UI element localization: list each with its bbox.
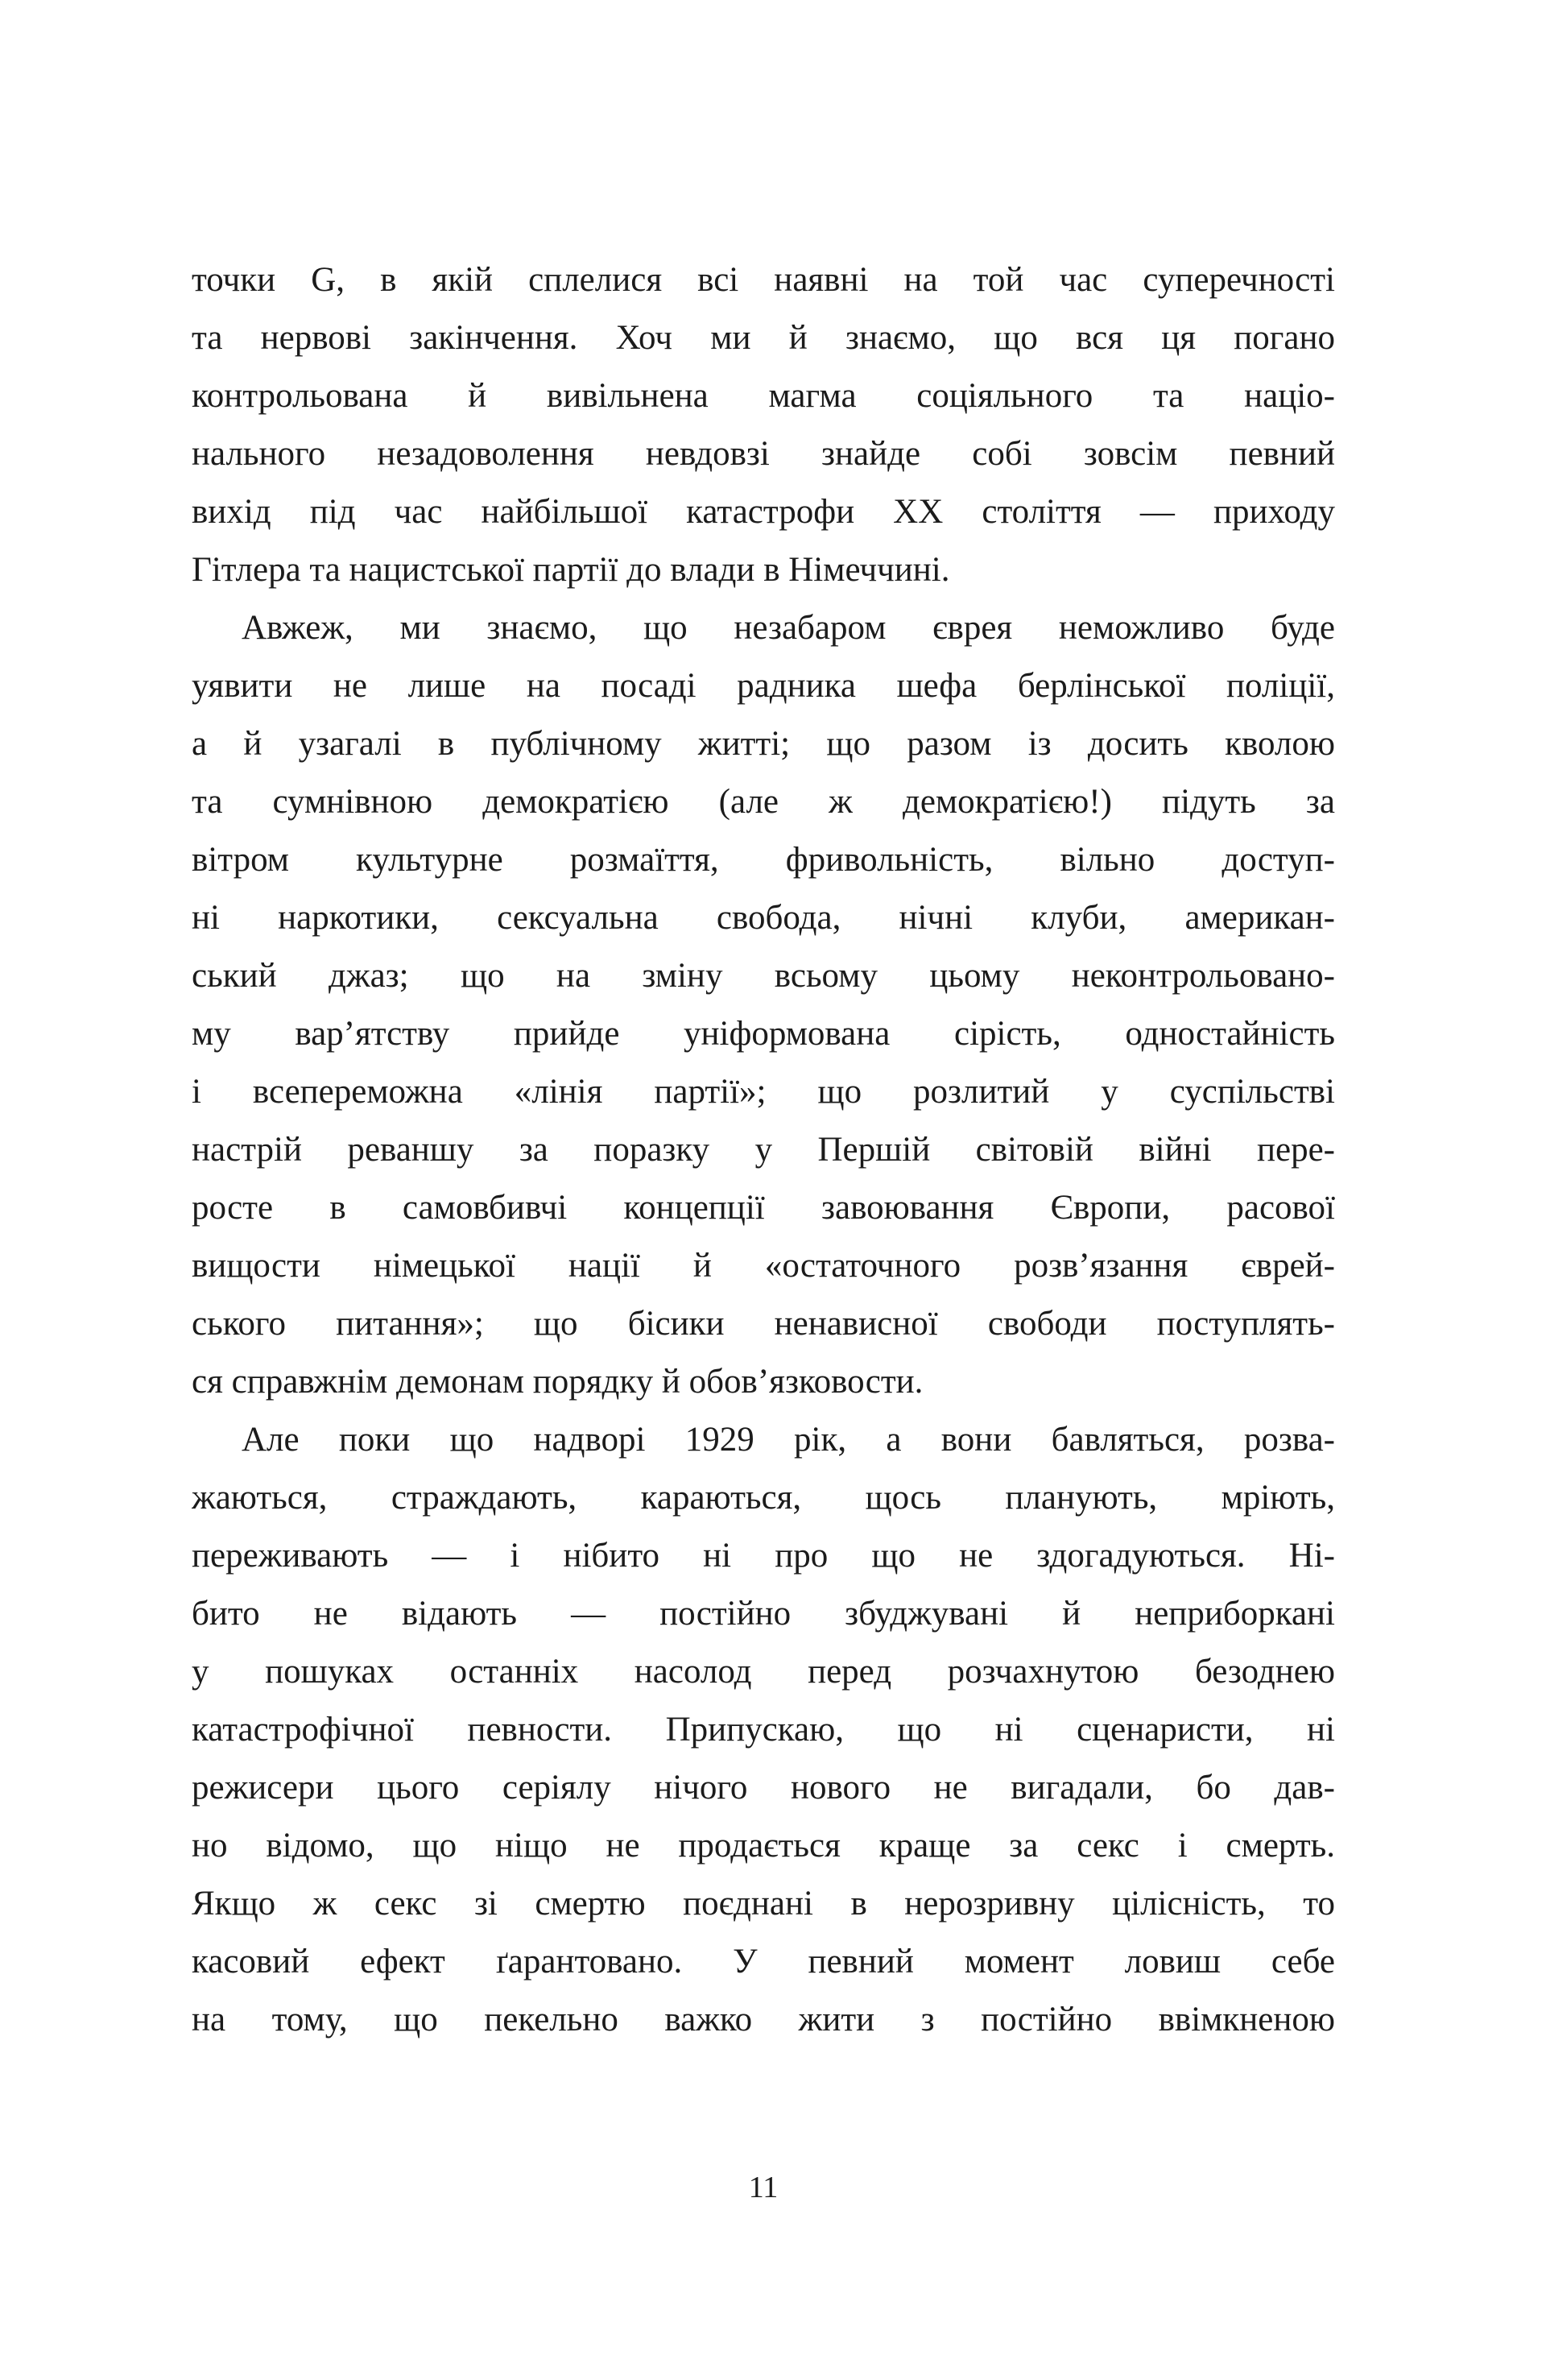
text-line: уявити не лише на посаді радника шефа берлінської поліції, — [192, 667, 1335, 705]
text-line: жаються, страждають, караються, щось планують, мріють, — [192, 1479, 1335, 1517]
text-line: вітром культурне розмаїття, фривольність, вільно доступ- — [192, 841, 1335, 879]
page-number: 11 — [748, 2171, 779, 2204]
text-line: режисери цього серіялу нічого нового не вигадали, бо дав- — [192, 1769, 1335, 1807]
text-line: настрій реваншу за поразку у Першій світовій війні пере- — [192, 1131, 1335, 1169]
text-line: на тому, що пекельно важко жити з постійно ввімкненою — [192, 2001, 1335, 2039]
text-line: вихід під час найбільшої катастрофи XX століття — приходу — [192, 493, 1335, 531]
text-line: вищости німецької нації й «остаточного розв’язання єврей- — [192, 1247, 1335, 1285]
text-line: ся справжнім демонам порядку й обов’язковости. — [192, 1363, 924, 1401]
text-line: та нервові закінчення. Хоч ми й знаємо, що вся ця погано — [192, 319, 1335, 357]
text-line: нального незадоволення невдовзі знайде собі зовсім певний — [192, 435, 1335, 473]
text-block — [192, 251, 1335, 2049]
text-line: му вар’ятству прийде уніформована сірість, одностайність — [192, 1015, 1335, 1053]
text-line: і всепереможна «лінія партії»; що розлитий у суспільстві — [192, 1073, 1335, 1111]
text-line: но відомо, що ніщо не продається краще за секс і смерть. — [192, 1827, 1335, 1865]
text-line: ського питання»; що бісики ненависної свободи поступлять- — [192, 1305, 1335, 1343]
text-line: у пошуках останніх насолод перед розчахнутою безоднею — [192, 1653, 1335, 1691]
text-line: а й узагалі в публічному житті; що разом із досить кволою — [192, 725, 1335, 763]
text-line: ні наркотики, сексуальна свобода, нічні клуби, американ- — [192, 899, 1335, 937]
text-line: касовий ефект ґарантовано. У певний момент ловиш себе — [192, 1943, 1335, 1981]
text-line: бито не відають — постійно збуджувані й неприборкані — [192, 1595, 1335, 1633]
text-line: Авжеж, ми знаємо, що незабаром єврея неможливо буде — [242, 609, 1335, 647]
text-line: катастрофічної певности. Припускаю, що ні сценаристи, ні — [192, 1711, 1335, 1749]
text-line: Але поки що надворі 1929 рік, а вони бавляться, розва- — [242, 1421, 1335, 1459]
paragraph — [192, 1411, 1335, 2049]
paragraph — [192, 599, 1335, 1411]
text-line: росте в самовбивчі концепції завоювання Європи, расової — [192, 1189, 1335, 1227]
paragraph — [192, 251, 1335, 599]
text-line: Якщо ж секс зі смертю поєднані в нерозривну цілісність, то — [192, 1885, 1335, 1923]
text-line: переживають — і нібито ні про що не здогадуються. Ні- — [192, 1537, 1335, 1575]
text-line: точки G, в якій сплелися всі наявні на той час суперечності — [192, 261, 1335, 299]
text-line: Гітлера та нацистської партії до влади в Німеччині. — [192, 551, 950, 589]
text-line: ський джаз; що на зміну всьому цьому неконтрольовано- — [192, 957, 1335, 995]
text-line: контрольована й вивільнена магма соціяльного та націо- — [192, 377, 1335, 415]
text-line: та сумнівною демократією (але ж демократією!) підуть за — [192, 783, 1335, 821]
